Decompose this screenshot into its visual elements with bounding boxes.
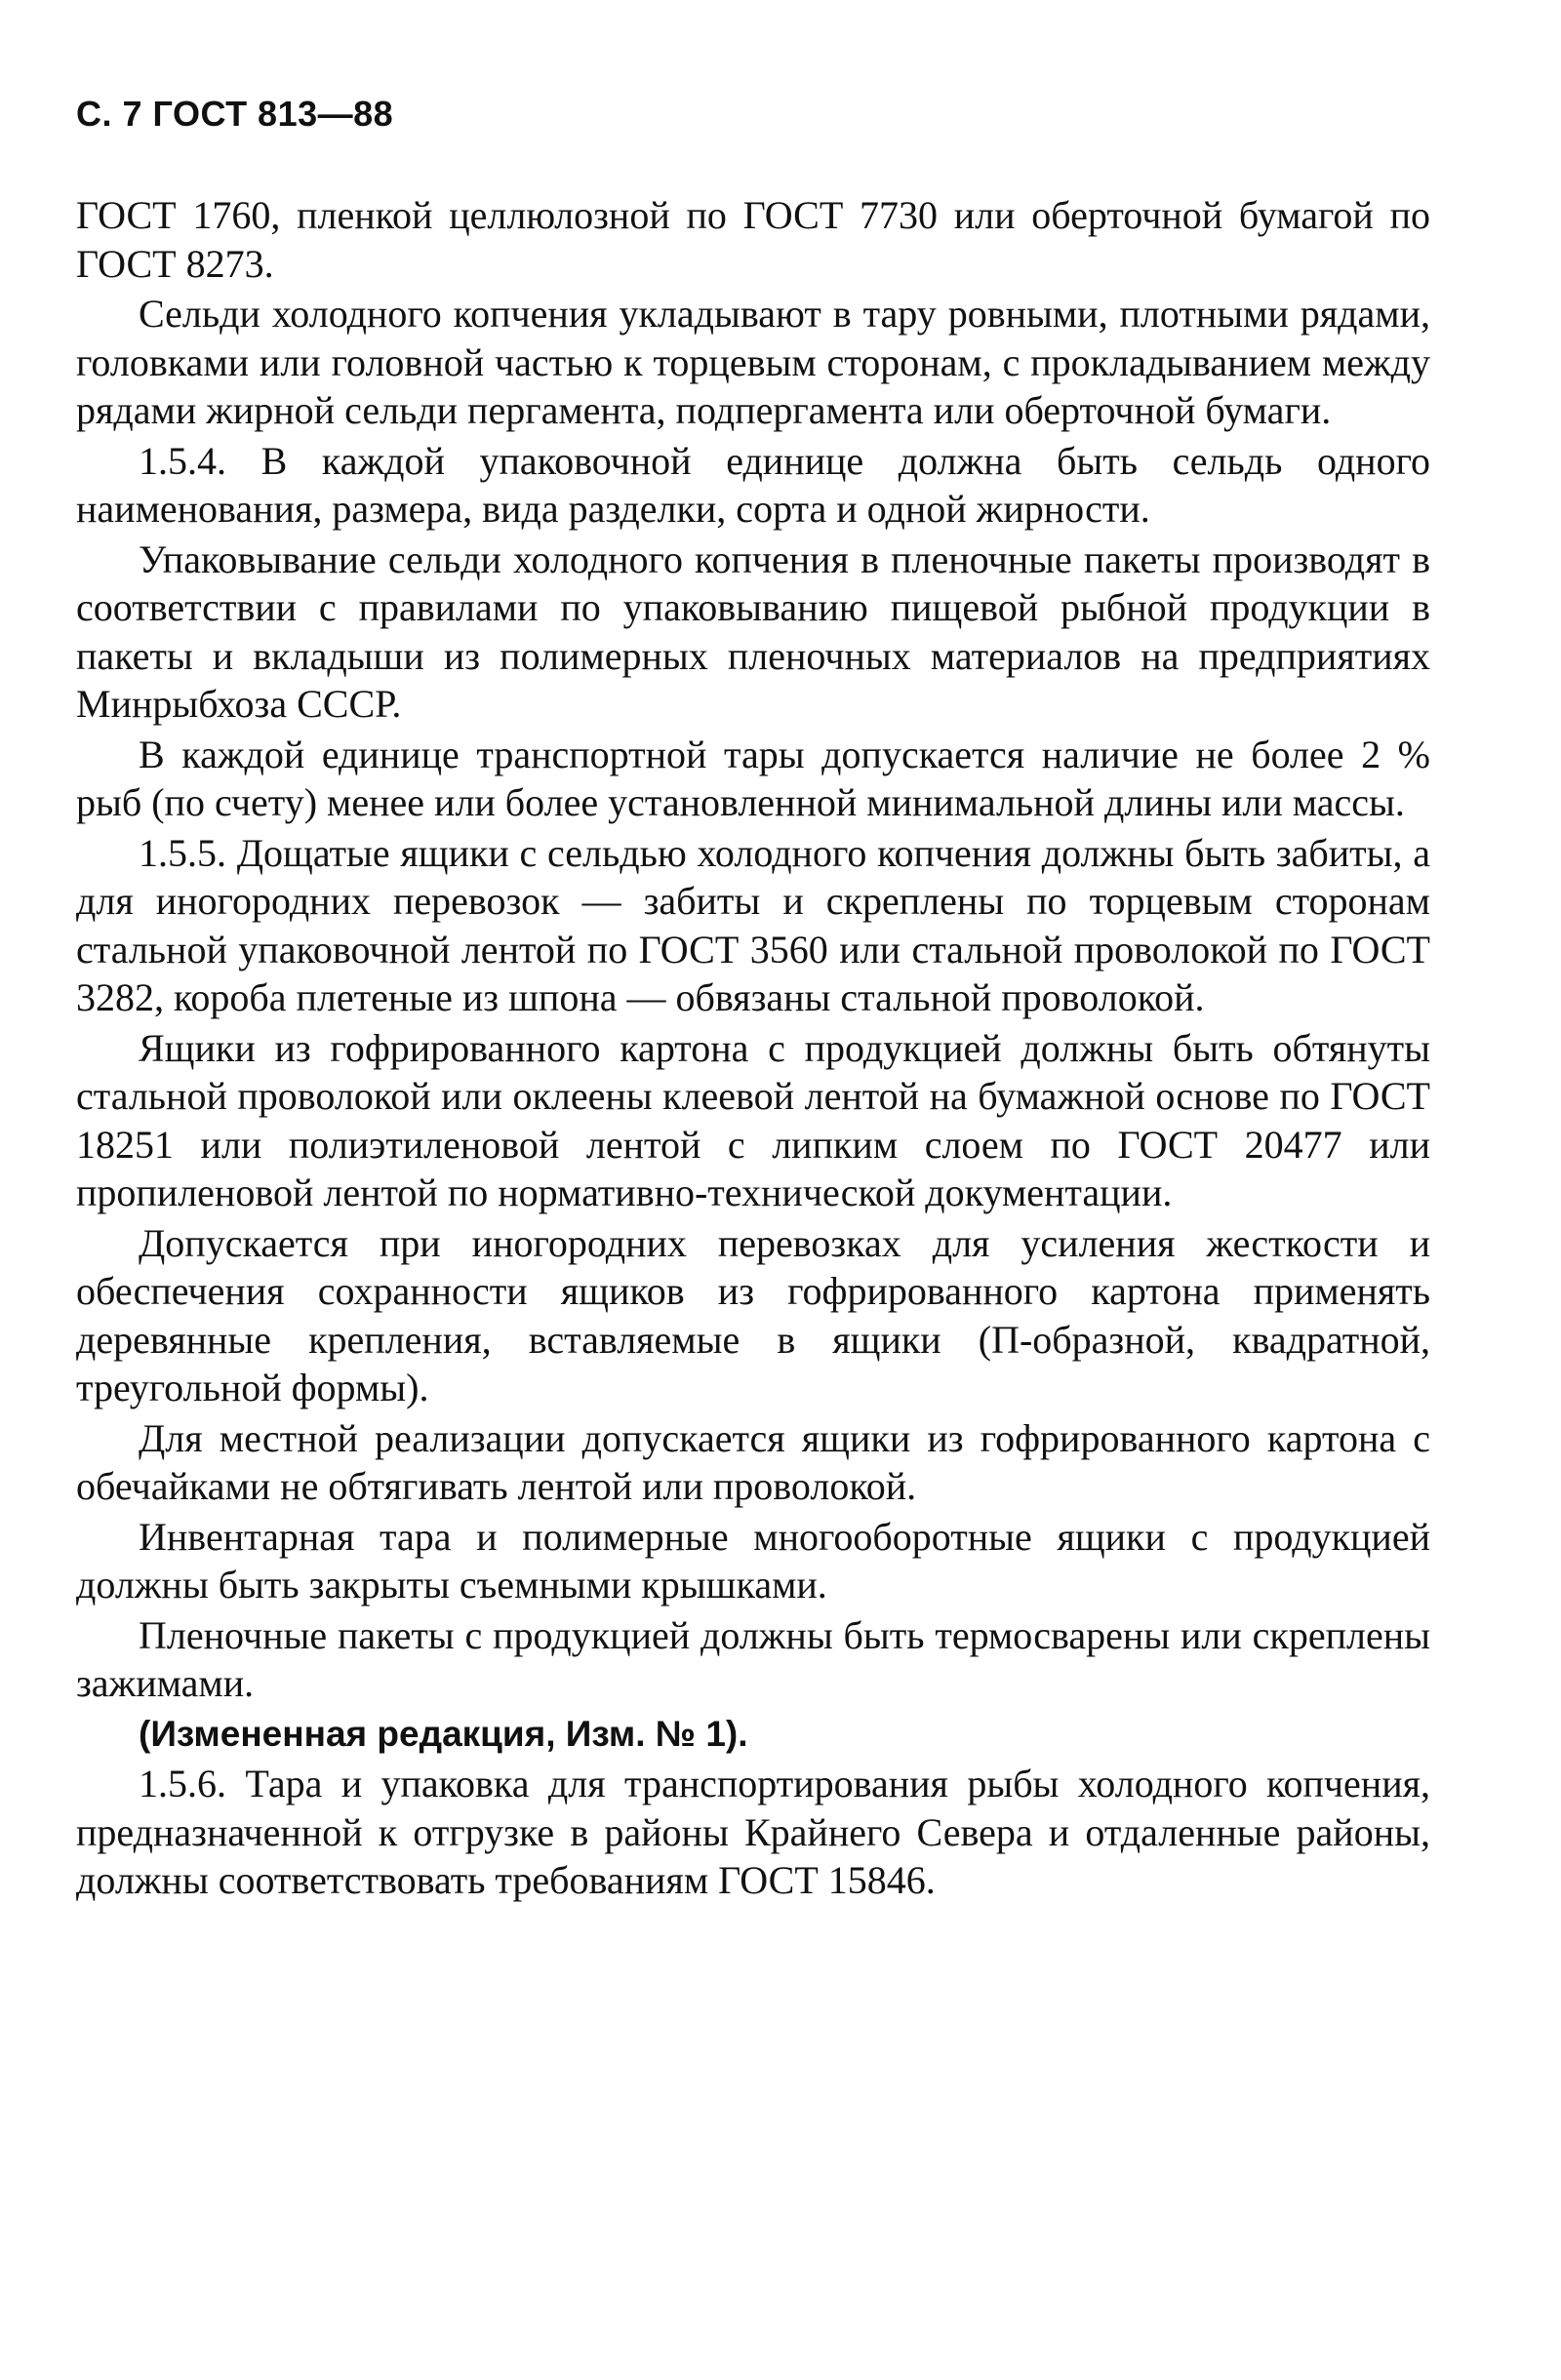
paragraph-film-bags: Пленочные пакеты с продукцией должны быть термосварены или скреплены зажимами. — [76, 1612, 1430, 1705]
body-text — [76, 191, 1430, 1907]
paragraph-clause-1-5-5: 1.5.5. Дощатые ящики с сельдью холодного копчения должны быть забиты, а для иногородних перевозок — забиты и скреплены по торцевым сторонам стальной упаковочной лентой по ГОСТ 3560 или стальной проволокой по ГОСТ 3282, короба плетеные из шпона — обвязаны стальной проволокой. — [76, 830, 1430, 1019]
paragraph-inventory-tare: Инвентарная тара и полимерные многооборотные ящики с продукцией должны быть закрыты съемными крышками. — [76, 1514, 1430, 1606]
paragraph-film-packaging: Упаковывание сельди холодного копчения в пленочные пакеты производят в соответствии с правилами по упаковыванию пищевой рыбной продукции в пакеты и вкладыши из полимерных пленочных материалов на предприятиях Минрыбхоза СССР. — [76, 536, 1430, 726]
paragraph-clause-1-5-6: 1.5.6. Тара и упаковка для транспортирования рыбы холодного копчения, предназначенной к отгрузке в районы Крайнего Севера и отдаленные районы, должны соответствовать требованиям ГОСТ 15846. — [76, 1762, 1430, 1902]
paragraph-wooden-supports: Допускается при иногородних перевозках для усиления жесткости и обеспечения сохранности ящиков из гофрированного картона применять деревянные крепления, вставляемые в ящики (П-образной, квадратной, треугольной формы). — [76, 1220, 1430, 1409]
amendment-note: (Измененная редакция, Изм. № 1). — [139, 1713, 748, 1754]
paragraph-clause-1-5-4: 1.5.4. В каждой упаковочной единице должна быть сельдь одного наименования, размера, вида разделки, сорта и одной жирности. — [76, 438, 1430, 531]
paragraph-local-sale: Для местной реализации допускается ящики из гофрированного картона с обечайками не обтягивать лентой или проволокой. — [76, 1415, 1430, 1508]
running-head: С. 7 ГОСТ 813—88 — [76, 94, 394, 134]
paragraph-cardboard-boxes: Ящики из гофрированного картона с продукцией должны быть обтянуты стальной проволокой или оклеены клеевой лентой на бумажной основе по ГОСТ 18251 или полиэтиленовой лентой с липким слоем по ГОСТ 20477 или пропиленовой лентой по нормативно-технической документации. — [76, 1025, 1430, 1214]
paragraph-continuation: ГОСТ 1760, пленкой целлюлозной по ГОСТ 7730 или оберточной бумагой по ГОСТ 8273. — [76, 193, 1430, 286]
paragraph-size-tolerance: В каждой единице транспортной тары допускается наличие не более 2 % рыб (по счету) менее или более установленной минимальной длины или массы. — [76, 732, 1430, 824]
paragraph-herring-packing: Сельди холодного копчения укладывают в тару ровными, плотными рядами, головками или головной частью к торцевым сторонам, с прокладыванием между рядами жирной сельди пергамента, подпергамента или оберточной бумаги. — [76, 292, 1430, 432]
